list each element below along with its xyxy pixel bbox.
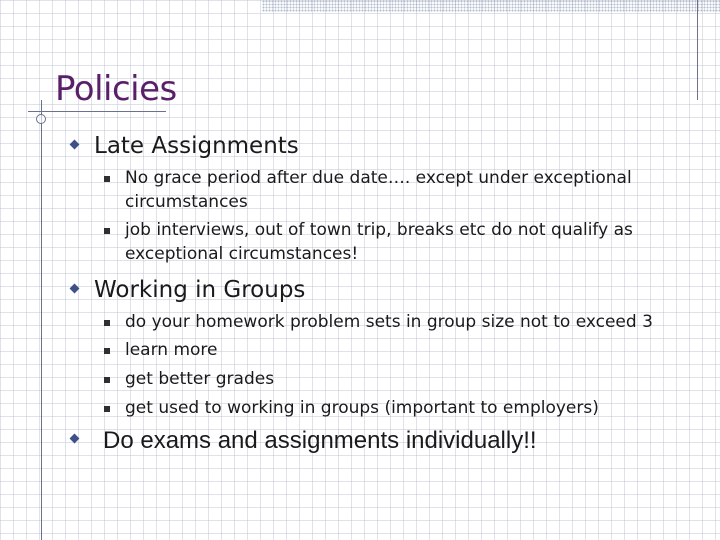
bullet-working-in-groups: Working in Groups	[94, 277, 306, 303]
sub-bullet-grace-period: No grace period after due date…. except under exceptional circumstances	[125, 168, 632, 212]
sub-bullet-working-in-groups: get used to working in groups (important to employers)	[125, 398, 599, 418]
square-bullet-icon	[104, 320, 110, 326]
bullet-individual-work: Do exams and assignments individually!!	[103, 427, 537, 454]
square-bullet-icon	[104, 406, 110, 412]
square-bullet-icon	[104, 176, 110, 182]
square-bullet-icon	[104, 348, 110, 354]
sub-bullet-group-size: do your homework problem sets in group size not to exceed 3	[125, 312, 653, 332]
sub-bullet-learn-more: learn more	[125, 340, 218, 360]
diamond-bullet-icon	[70, 140, 80, 150]
square-bullet-icon	[104, 228, 110, 234]
bullet-late-assignments: Late Assignments	[94, 133, 299, 159]
square-bullet-icon	[104, 377, 110, 383]
sub-bullet-job-interviews: job interviews, out of town trip, breaks etc do not qualify as exceptional circumstances!	[125, 220, 633, 264]
diamond-bullet-icon	[70, 284, 80, 294]
diamond-bullet-icon	[70, 434, 80, 444]
sub-bullet-better-grades: get better grades	[125, 369, 275, 389]
slide-title: Policies	[55, 69, 177, 109]
